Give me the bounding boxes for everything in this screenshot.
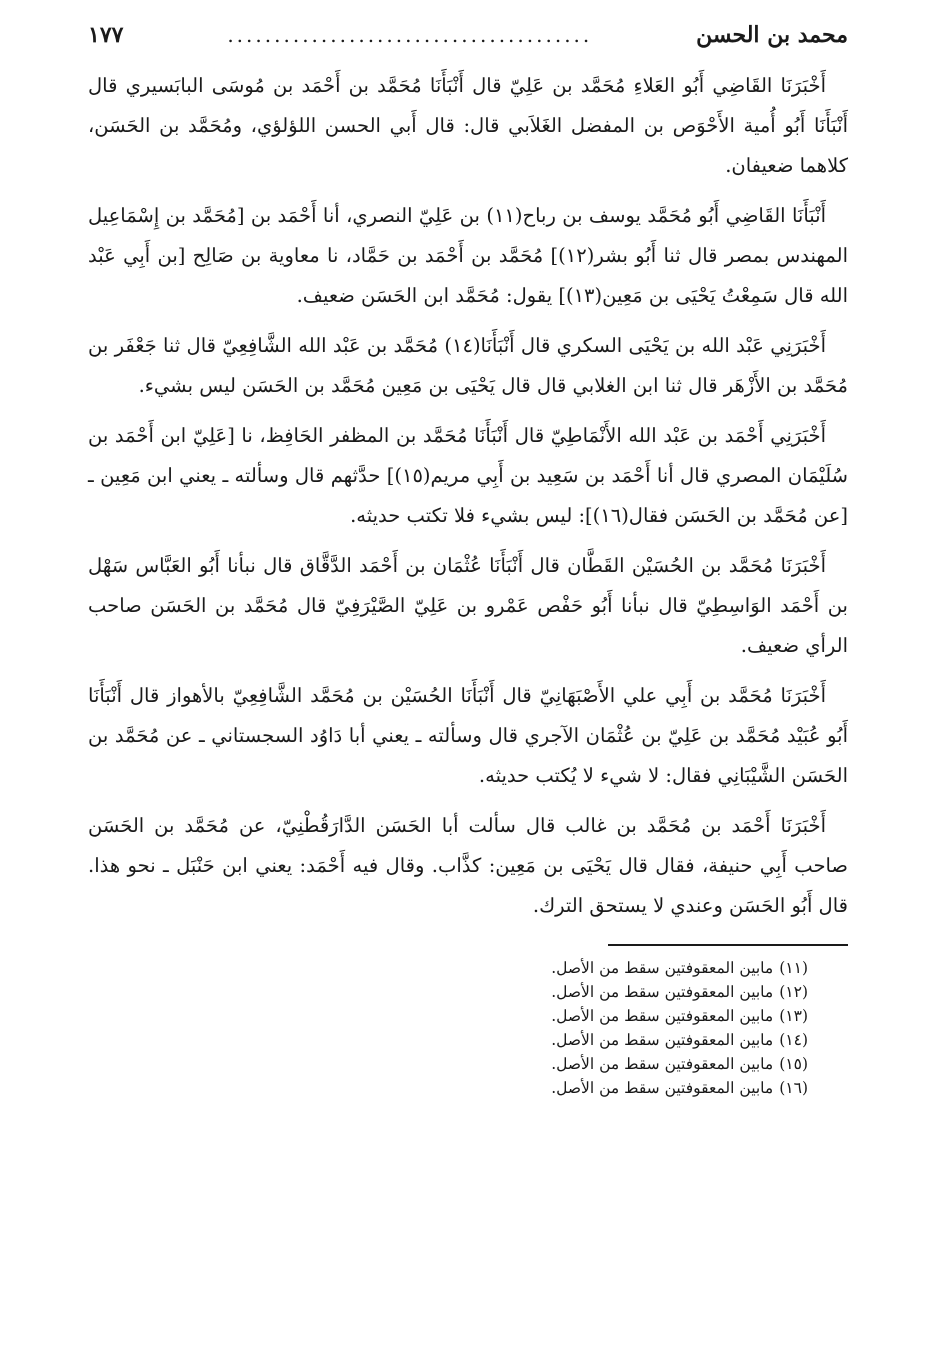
- main-text: [88, 66, 848, 926]
- paragraph-6: أَخْبَرَنَا مُحَمَّد بن أَبِي علي الأَصْبَهَانِيّ قال أَنْبَأَنَا الحُسَيْن بن مُحَمَّد الشَّافِعِيّ بالأهواز قال أَنْبَأَنَا أَبُو عُبَيْد مُحَمَّد بن عَلِيّ بن عُثْمَان الآجري قال وسألته ـ يعني أبا دَاوُد السجستاني ـ عن مُحَمَّد بن الحَسَن الشَّيْبَانِي فقال: لا شيء لا يُكتب حديثه.: [88, 684, 848, 787]
- footnote-separator: [608, 944, 848, 946]
- footnote-12: [88, 980, 808, 1004]
- footnote-number: (١٣): [779, 1007, 808, 1025]
- paragraph-1: أَخْبَرَنَا القَاضِي أَبُو العَلاءِ مُحَمَّد بن عَلِيّ قال أَنْبَأَنَا مُحَمَّد بن أَحْمَد بن مُوسَى البابَسيري قال أَنْبَأَنَا أَبُو أُمية الأَحْوَص بن المفضل الغَلاَبي قال: قال أَبي الحسن اللؤلؤي، ومُحَمَّد بن الحَسَن، كلاهما ضعيفان.: [88, 74, 848, 177]
- footnote-number: (١١): [779, 959, 808, 977]
- footnote-15: [88, 1052, 808, 1076]
- footnote-text: مابين المعقوفتين سقط من الأصل.: [551, 1079, 774, 1097]
- footnotes: [88, 956, 808, 1100]
- footnote-text: مابين المعقوفتين سقط من الأصل.: [551, 959, 774, 977]
- running-head: [88, 22, 848, 66]
- footnote-13: [88, 1004, 808, 1028]
- footnote-text: مابين المعقوفتين سقط من الأصل.: [551, 1031, 774, 1049]
- page-number: ١٧٧: [88, 22, 124, 48]
- footnote-separator-wrap: [88, 936, 848, 956]
- paragraph-4: أَخْبَرَنِي أَحْمَد بن عَبْد الله الأَنْمَاطِيّ قال أَنْبَأَنَا مُحَمَّد بن المظفر الحَافِظ، نا [عَلِيّ ابن أَحْمَد بن سُلَيْمَان المصري قال أنا أَحْمَد بن سَعِيد بن أَبِي مريم(١٥)] حدَّثهم قال وسألته ـ يعني ابن مَعِين ـ [عن مُحَمَّد بن الحَسَن فقال(١٦)]: ليس بشيء فلا تكتب حديثه.: [88, 424, 848, 527]
- paragraph-2: أَنْبَأَنَا القَاضِي أَبُو مُحَمَّد يوسف بن رباح(١١) بن عَلِيّ النصري، أنا أَحْمَد بن [مُحَمَّد بن إِسْمَاعِيل المهندس بمصر قال ثنا أَبُو بشر(١٢)] مُحَمَّد بن أَحْمَد بن حَمَّاد، نا معاوية بن صَالِح [بن أَبِي عَبْد الله قال سَمِعْتُ يَحْيَى بن مَعِين(١٣)] يقول: مُحَمَّد ابن الحَسَن ضعيف.: [88, 204, 849, 307]
- footnote-number: (١٢): [779, 983, 808, 1001]
- footnote-text: مابين المعقوفتين سقط من الأصل.: [551, 1055, 774, 1073]
- footnote-11: [88, 956, 808, 980]
- leader-dots: .......................................: [227, 23, 593, 47]
- paragraph-5: أَخْبَرَنَا مُحَمَّد بن الحُسَيْن القَطَّان قال أَنْبَأَنَا عُثْمَان بن أَحْمَد الدَّقَّاق قال نبأنا أَبُو العَبَّاس سَهْل بن أَحْمَد الوَاسِطِيّ قال نبأنا أَبُو حَفْص عَمْرو بن عَلِيّ الصَّيْرَفِيّ قال مُحَمَّد بن الحَسَن صاحب الرأي ضعيف.: [88, 554, 848, 657]
- footnote-number: (١٥): [779, 1055, 808, 1073]
- footnote-number: (١٤): [779, 1031, 808, 1049]
- footnote-text: مابين المعقوفتين سقط من الأصل.: [551, 1007, 774, 1025]
- paragraph-3: أَخْبَرَنِي عَبْد الله بن يَحْيَى السكري قال أَنْبَأَنَا(١٤) مُحَمَّد بن عَبْد الله الشَّافِعِيّ قال ثنا جَعْفَر بن مُحَمَّد بن الأَزْهَر قال ثنا ابن الغلابي قال قال يَحْيَى بن مَعِين مُحَمَّد بن الحَسَن ليس بشيء.: [88, 334, 848, 397]
- paragraph-7: أَخْبَرَنَا أَحْمَد بن مُحَمَّد بن غالب قال سألت أبا الحَسَن الدَّارَقُطْنِيّ، عن مُحَمَّد بن الحَسَن صاحب أَبِي حنيفة، فقال قال يَحْيَى بن مَعِين: كذَّاب. وقال فيه أَحْمَد: يعني ابن حَنْبَل ـ نحو هذا. قال أَبُو الحَسَن وعندي لا يستحق الترك.: [88, 814, 848, 917]
- footnote-16: [88, 1076, 808, 1100]
- footnote-text: مابين المعقوفتين سقط من الأصل.: [551, 983, 774, 1001]
- book-page: [88, 22, 848, 1100]
- footnote-number: (١٦): [779, 1079, 808, 1097]
- running-head-title: محمد بن الحسن: [696, 22, 848, 48]
- footnote-14: [88, 1028, 808, 1052]
